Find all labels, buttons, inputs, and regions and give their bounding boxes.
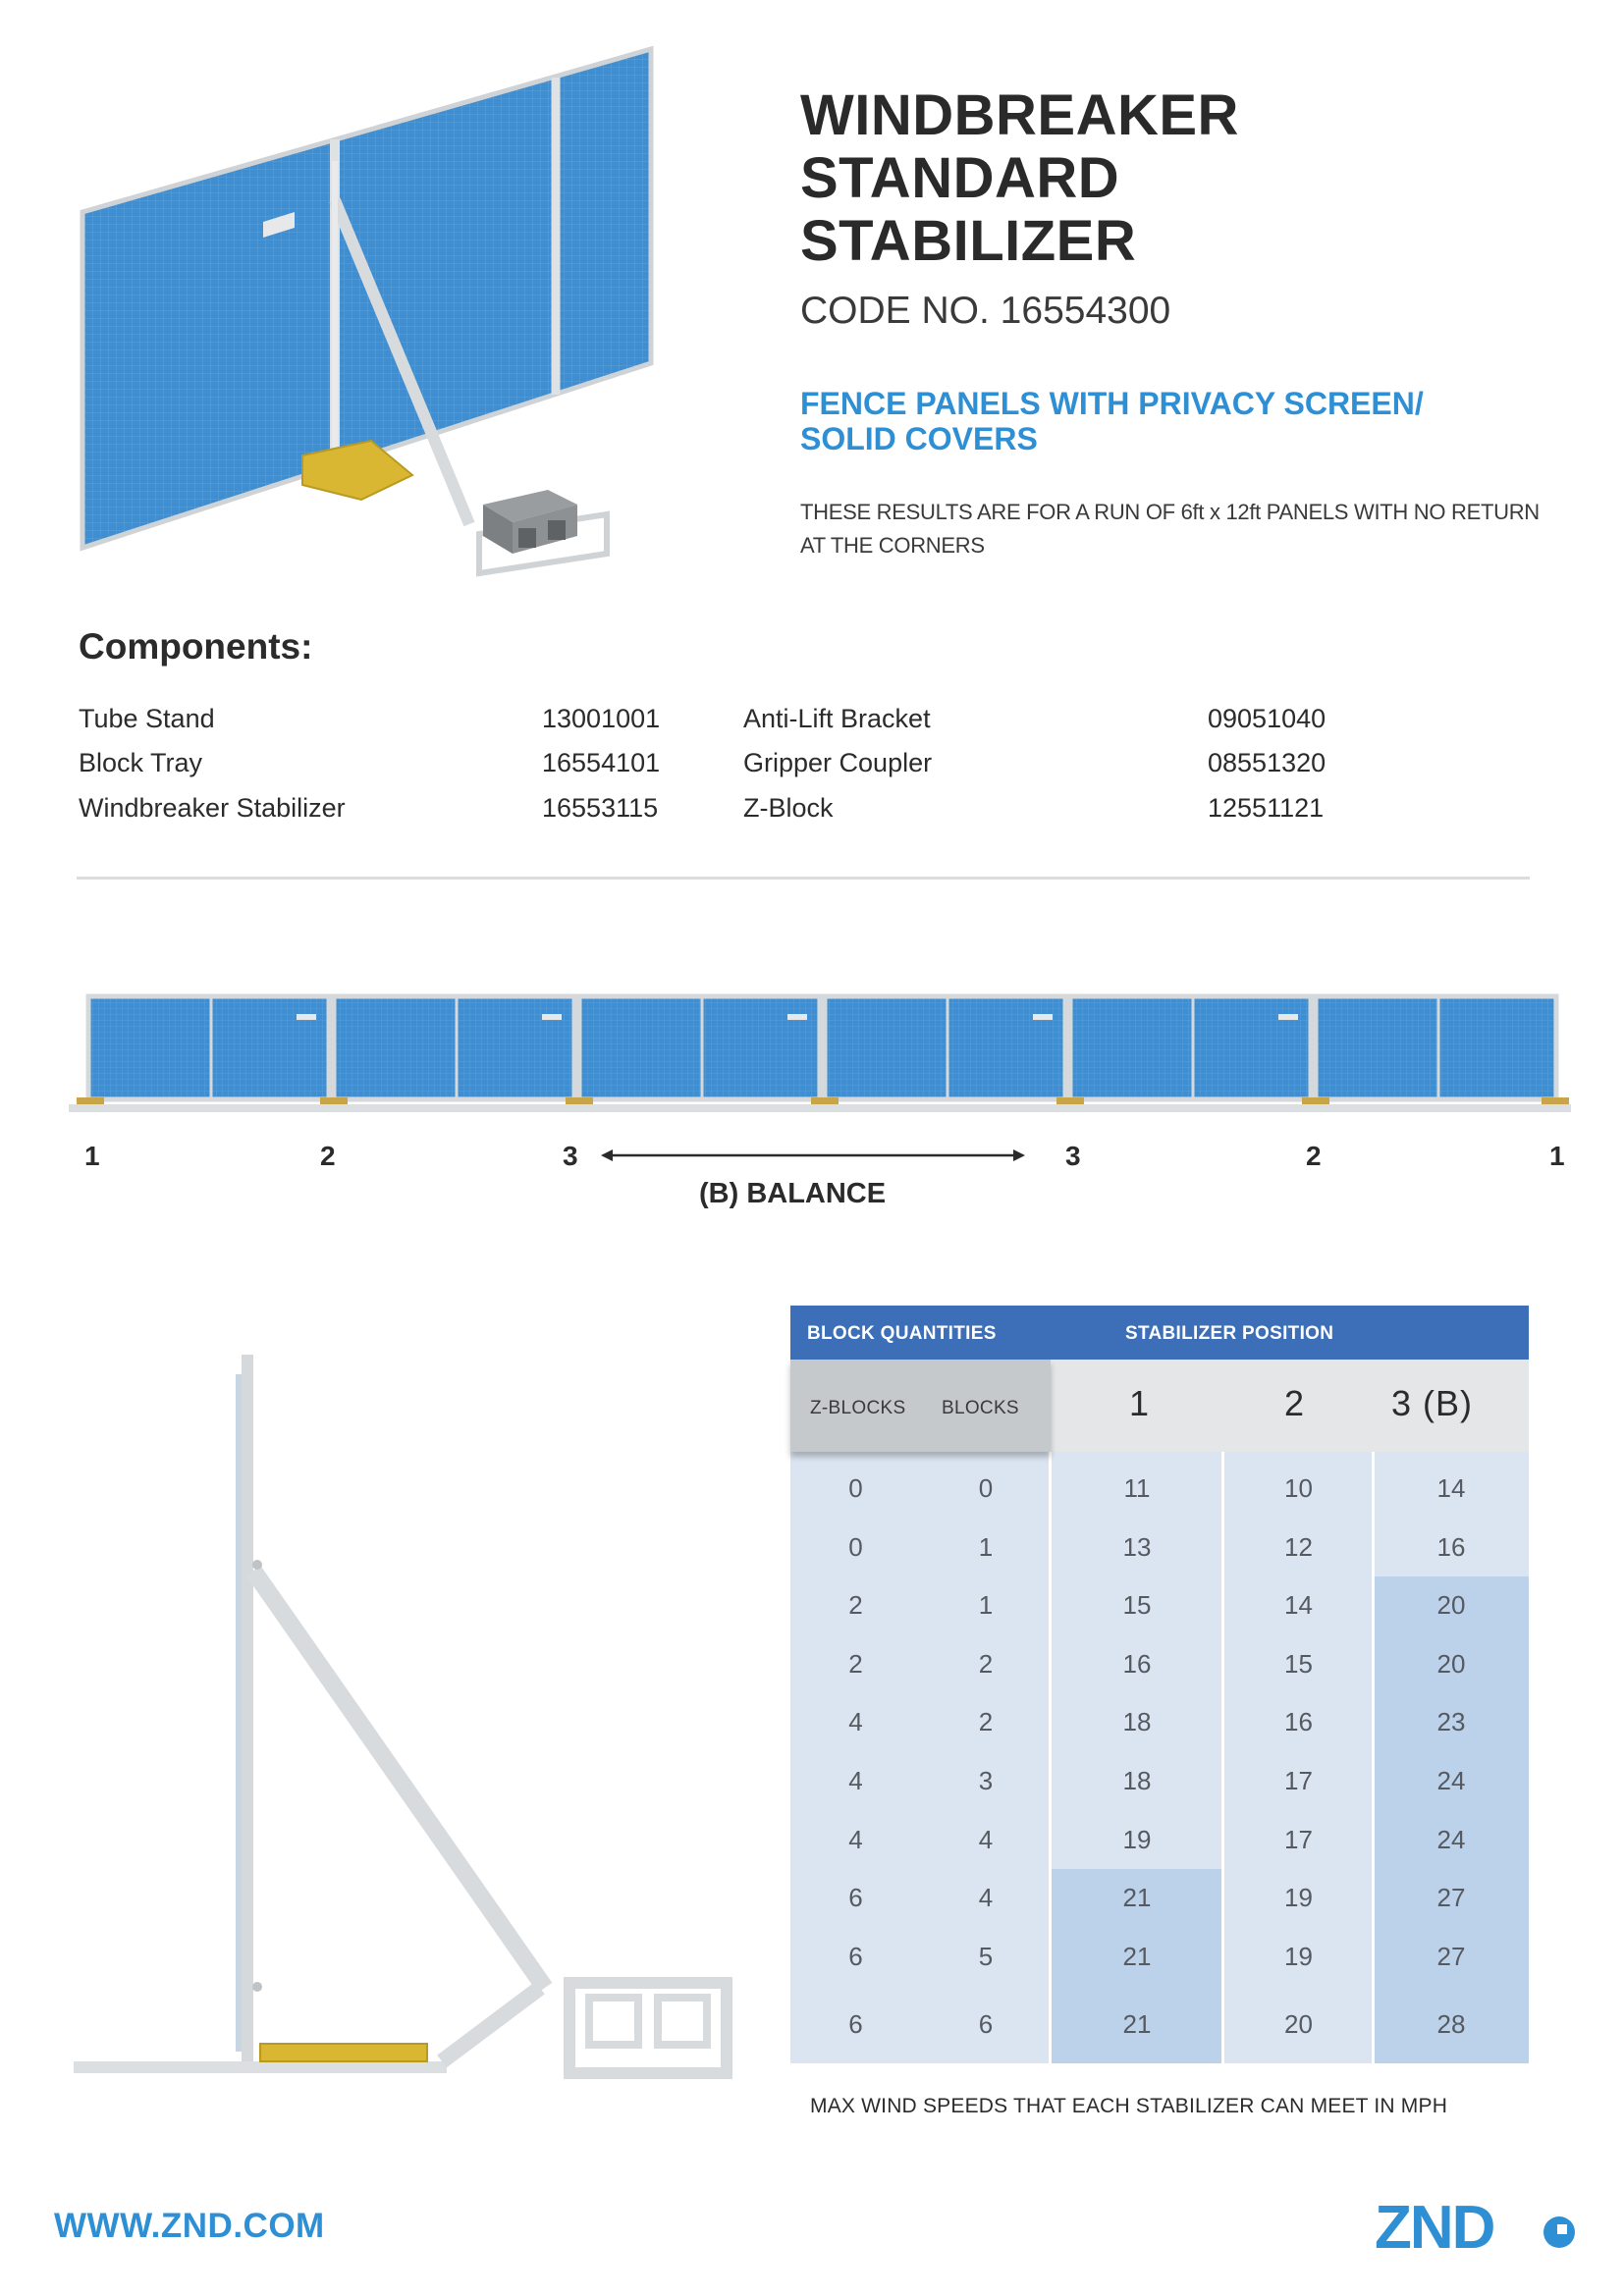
table-cell: 17 xyxy=(1284,1766,1313,1795)
position-3-header: 3 (B) xyxy=(1391,1383,1474,1423)
table-cell: 12 xyxy=(1284,1531,1313,1562)
blocks-column xyxy=(921,1452,1051,2063)
table-cell: 18 xyxy=(1122,1707,1152,1737)
table-cell: 16 xyxy=(1436,1531,1466,1562)
stabilizer-side-view xyxy=(69,1345,736,2081)
product-code: CODE NO. 16554300 xyxy=(800,290,1171,332)
table-cell: 2 xyxy=(848,1648,863,1679)
table-cell: 1 xyxy=(978,1590,994,1621)
table-cell: 0 xyxy=(848,1531,863,1562)
table-cell: 6 xyxy=(848,2009,863,2040)
subhead-line-2: SOLID COVERS xyxy=(800,421,1038,456)
table-cell: 24 xyxy=(1374,1811,1529,1870)
component-code: 16553115 xyxy=(542,793,659,823)
table-cell: 14 xyxy=(1284,1590,1313,1621)
position-label: 1 xyxy=(1549,1141,1565,1171)
product-title xyxy=(800,84,1566,273)
table-cell: 28 xyxy=(1374,1986,1529,2063)
position-1-column xyxy=(1051,1452,1223,2063)
component-name: Z-Block xyxy=(743,793,834,823)
table-cell: 6 xyxy=(848,1883,863,1913)
table-cell: 15 xyxy=(1122,1590,1152,1621)
column-separator xyxy=(1049,1452,1052,2063)
position-columns-subheader xyxy=(1051,1360,1529,1452)
component-name: Gripper Coupler xyxy=(743,748,933,777)
title-line-3: STABILIZER xyxy=(800,209,1137,273)
position-label: 3 xyxy=(563,1141,578,1171)
table-cell: 11 xyxy=(1123,1473,1151,1503)
table-cell: 2 xyxy=(978,1707,994,1737)
table-header-bar xyxy=(790,1306,1529,1360)
table-cell: 27 xyxy=(1374,1869,1529,1928)
table-cell: 4 xyxy=(978,1824,994,1854)
balance-double-arrow xyxy=(601,1141,1025,1170)
position-label: 2 xyxy=(320,1141,336,1171)
zblocks-column xyxy=(790,1452,921,2063)
component-name: Tube Stand xyxy=(79,704,215,733)
logo-text: ZND xyxy=(1375,2197,1494,2256)
table-cell: 16 xyxy=(1284,1707,1313,1737)
block-quantities-header: BLOCK QUANTITIES xyxy=(807,1323,997,1344)
table-cell: 3 xyxy=(978,1766,994,1795)
fence-panels xyxy=(88,996,1556,1099)
table-cell: 5 xyxy=(978,1941,994,1971)
table-cell: 2 xyxy=(978,1648,994,1679)
table-cell: 1 xyxy=(978,1531,994,1562)
table-cell: 27 xyxy=(1374,1928,1529,1987)
table-cell: 6 xyxy=(848,1941,863,1971)
table-cell: 0 xyxy=(848,1473,863,1503)
table-cell: 17 xyxy=(1284,1824,1313,1854)
title-line-1: WINDBREAKER xyxy=(800,83,1239,147)
table-cell: 24 xyxy=(1374,1752,1529,1811)
table-cell: 2 xyxy=(848,1590,863,1621)
stabilizer-product-illustration xyxy=(77,43,666,593)
component-name: Anti-Lift Bracket xyxy=(743,704,931,733)
component-code: 08551320 xyxy=(1208,748,1326,777)
position-3-column xyxy=(1374,1452,1529,2063)
table-caption: MAX WIND SPEEDS THAT EACH STABILIZER CAN MEET IN MPH xyxy=(810,2095,1448,2117)
results-note: THESE RESULTS ARE FOR A RUN OF 6ft x 12ft PANELS WITH NO RETURN AT THE CORNERS xyxy=(800,500,1540,558)
position-label: 3 xyxy=(1065,1141,1081,1171)
components-heading: Components: xyxy=(79,626,313,667)
table-cell: 10 xyxy=(1284,1473,1313,1503)
website-url[interactable]: WWW.ZND.COM xyxy=(54,2207,325,2245)
table-cell: 21 xyxy=(1051,1869,1223,1928)
znd-logo xyxy=(1375,2197,1581,2256)
column-separator xyxy=(1221,1452,1224,2063)
component-code: 13001001 xyxy=(542,704,661,733)
table-cell: 18 xyxy=(1122,1766,1152,1795)
table-cell: 13 xyxy=(1122,1531,1152,1562)
blocks-column-header: BLOCKS xyxy=(942,1398,1019,1418)
table-cell: 20 xyxy=(1374,1635,1529,1694)
zblocks-column-header: Z-BLOCKS xyxy=(810,1398,906,1418)
table-cell: 4 xyxy=(978,1883,994,1913)
column-separator xyxy=(1372,1452,1375,2063)
table-cell: 0 xyxy=(978,1473,994,1503)
table-cell: 4 xyxy=(848,1824,863,1854)
title-line-2: STANDARD xyxy=(800,146,1120,210)
table-cell: 20 xyxy=(1374,1576,1529,1635)
table-cell: 4 xyxy=(848,1766,863,1795)
block-columns-subheader xyxy=(790,1360,1051,1452)
table-cell: 19 xyxy=(1122,1824,1152,1854)
component-code: 16554101 xyxy=(542,748,661,777)
table-cell: 23 xyxy=(1374,1693,1529,1752)
table-cell: 15 xyxy=(1284,1648,1313,1679)
section-divider xyxy=(77,877,1530,880)
table-cell: 16 xyxy=(1122,1648,1152,1679)
component-code: 09051040 xyxy=(1208,704,1326,733)
position-2-header: 2 xyxy=(1284,1383,1306,1423)
stabilizer-position-header: STABILIZER POSITION xyxy=(1125,1323,1334,1344)
table-cell: 19 xyxy=(1284,1883,1313,1913)
table-cell: 6 xyxy=(978,2009,994,2040)
fence-run-diagram xyxy=(69,985,1571,1124)
table-cell: 21 xyxy=(1051,1986,1223,2063)
position-label: 2 xyxy=(1306,1141,1322,1171)
subhead-line-1: FENCE PANELS WITH PRIVACY SCREEN/ xyxy=(800,386,1424,421)
component-name: Block Tray xyxy=(79,748,203,777)
component-name: Windbreaker Stabilizer xyxy=(79,793,346,823)
position-label: 1 xyxy=(84,1141,100,1171)
table-cell: 14 xyxy=(1436,1473,1466,1503)
application-subhead xyxy=(800,386,1586,456)
balance-label: (B) BALANCE xyxy=(699,1178,887,1209)
component-code: 12551121 xyxy=(1208,793,1325,823)
table-cell: 20 xyxy=(1284,2009,1313,2040)
table-cell: 19 xyxy=(1284,1941,1313,1971)
table-cell: 4 xyxy=(848,1707,863,1737)
table-cell: 21 xyxy=(1051,1928,1223,1987)
position-1-header: 1 xyxy=(1129,1383,1151,1423)
wind-speed-table xyxy=(790,1306,1529,2063)
position-2-column xyxy=(1223,1452,1374,2063)
